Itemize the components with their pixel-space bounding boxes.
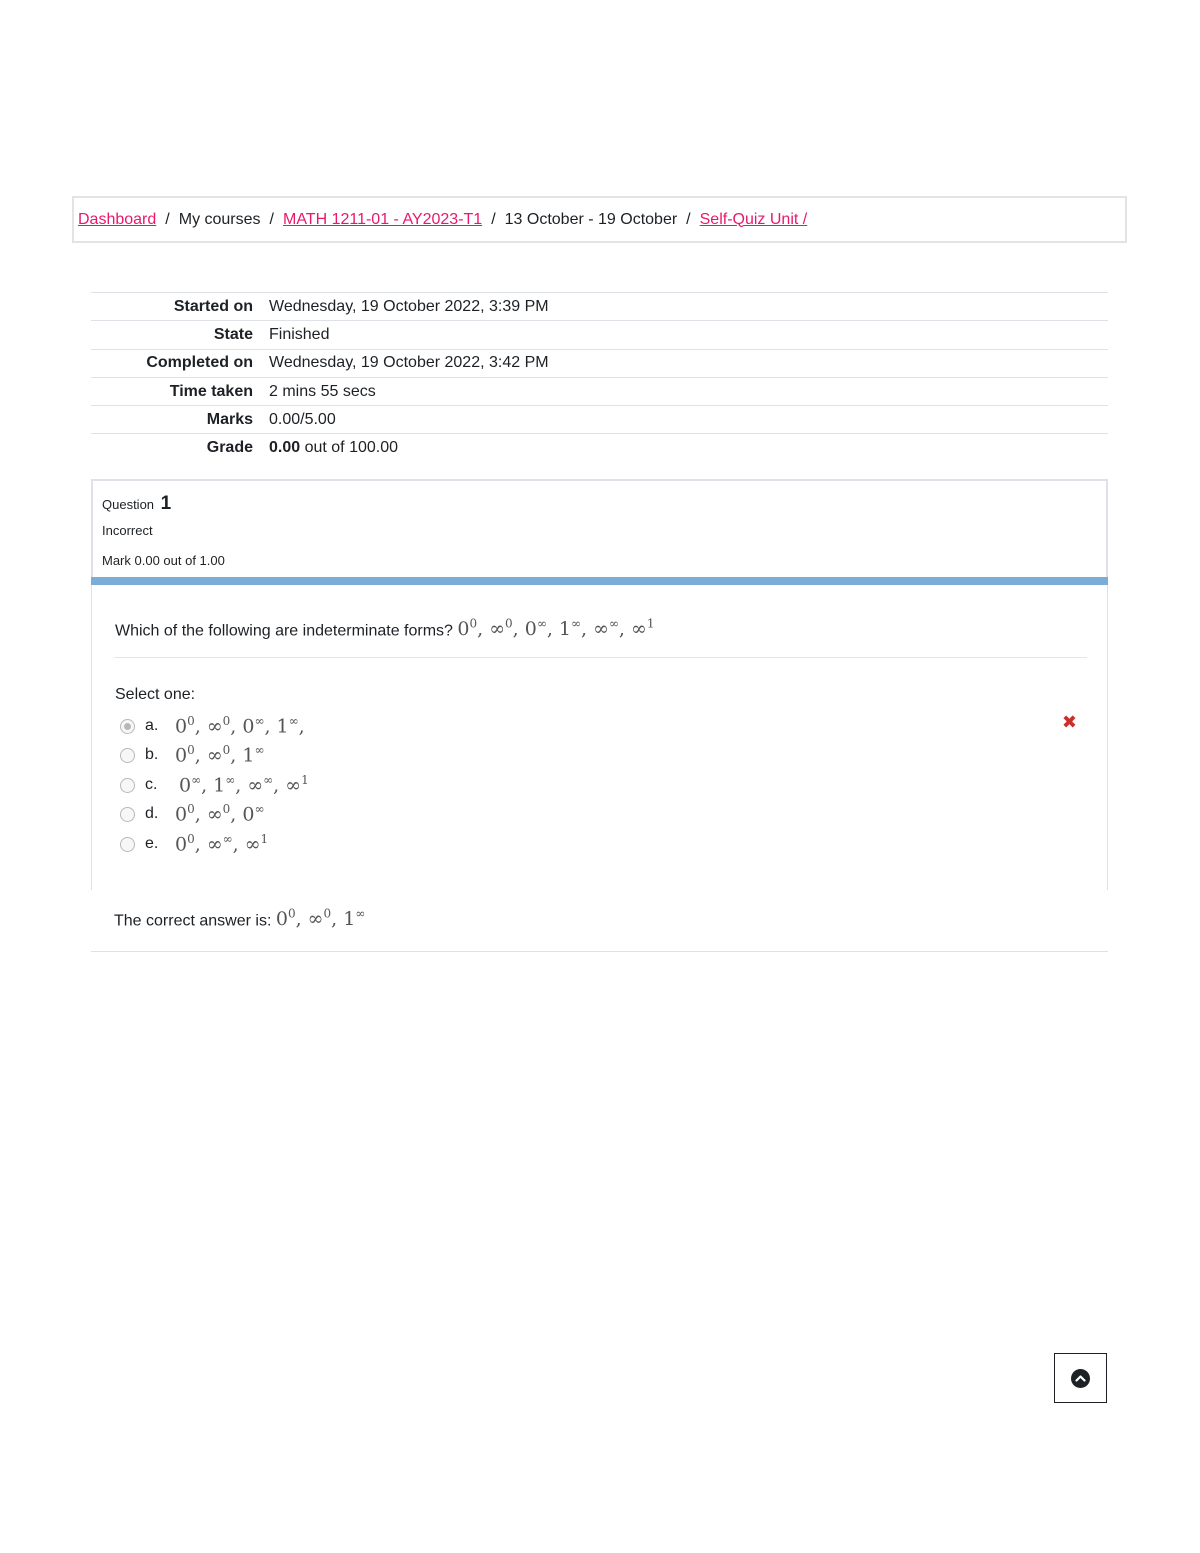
answer-radio[interactable] [120,719,135,734]
answer-option-c[interactable] [120,772,309,798]
summary-value: Wednesday, 19 October 2022, 3:42 PM [269,354,549,372]
answer-math: $0^0$, ∞$^0$, 1∞ [175,743,265,767]
summary-value: Wednesday, 19 October 2022, 3:39 PM [269,297,549,315]
breadcrumb-separator: / [491,210,496,228]
summary-row-marks [91,406,1108,434]
answer-letter: a. [145,717,159,734]
answer-math: 0∞, 1∞, ∞∞, ∞$^1$ [179,773,309,797]
answer-radio[interactable] [120,807,135,822]
answer-math: $0^0$, ∞∞, ∞$^1$ [175,832,269,856]
answer-option-b[interactable] [120,742,264,768]
breadcrumb-separator: / [686,210,691,228]
answer-option-d[interactable] [120,801,264,827]
answer-letter: d. [145,805,159,822]
breadcrumb-my-courses: My courses [178,210,261,228]
attempt-summary-table [91,292,1108,462]
answer-letter: b. [145,746,159,763]
summary-value: Finished [269,325,330,343]
breadcrumb [72,196,1127,243]
summary-row-completed [91,349,1108,377]
breadcrumb-separator: / [165,210,170,228]
correct-answer-label: The correct answer is: [114,912,272,930]
question-number-value: 1 [160,493,172,514]
breadcrumb-dashboard-link[interactable]: Dashboard [78,210,157,228]
grade-out-of: out of 100.00 [300,439,398,457]
summary-value: 0.00/5.00 [269,410,336,428]
summary-row-state [91,321,1108,349]
answer-math: $0^0$, ∞$^0$, 0∞, 1∞, [175,714,305,738]
summary-label: Time taken [169,382,253,400]
question-color-bar [91,577,1108,585]
breadcrumb-separator: / [269,210,274,228]
answer-radio[interactable] [120,778,135,793]
breadcrumb-week: 13 October - 19 October [504,210,678,228]
select-one-prompt: Select one: [115,686,196,703]
answer-math: $0^0$, ∞$^0$, 0∞ [175,802,265,826]
breadcrumb-course-link[interactable]: MATH 1211-01 - AY2023-T1 [282,210,483,228]
summary-value [269,434,1108,462]
back-to-top-button[interactable] [1054,1353,1107,1403]
grade-value: 0.00 [269,439,301,457]
correct-answer-text [114,907,365,930]
incorrect-cross-icon: ✖ [1061,712,1077,732]
summary-label: Completed on [146,354,253,372]
answer-option-a[interactable] [120,713,305,739]
summary-row-grade [91,434,1108,462]
answer-option-e[interactable] [120,831,268,857]
question-state: Incorrect [102,523,153,538]
summary-row-started [91,293,1108,321]
question-content [91,585,1108,890]
question-label: Question [102,497,155,512]
summary-label: Grade [206,439,253,457]
answer-letter: c. [145,776,158,793]
summary-label: State [213,325,253,343]
summary-label: Marks [206,410,253,428]
breadcrumb-quiz-link[interactable]: Self-Quiz Unit / [699,210,808,228]
question-divider [114,657,1087,658]
answer-radio[interactable] [120,837,135,852]
summary-label: Started on [173,297,253,315]
question-grade: Mark 0.00 out of 1.00 [102,553,225,568]
question-math: $0^0$, ∞$^0$, 0∞, 1∞, ∞∞, ∞$^1$ [457,617,655,641]
answer-letter: e. [145,835,159,852]
correct-answer-math: $0^0$, ∞$^0$, 1∞ [275,907,366,931]
answer-radio[interactable] [120,748,135,763]
question-number [102,493,171,515]
correct-answer-feedback [91,890,1108,952]
question-text-label: Which of the following are indeterminate forms? [115,622,453,640]
question-info [91,479,1108,579]
chevron-up-icon [1071,1369,1090,1388]
summary-row-time-taken [91,377,1108,405]
summary-value: 2 mins 55 secs [269,382,376,400]
question-text [115,617,654,640]
